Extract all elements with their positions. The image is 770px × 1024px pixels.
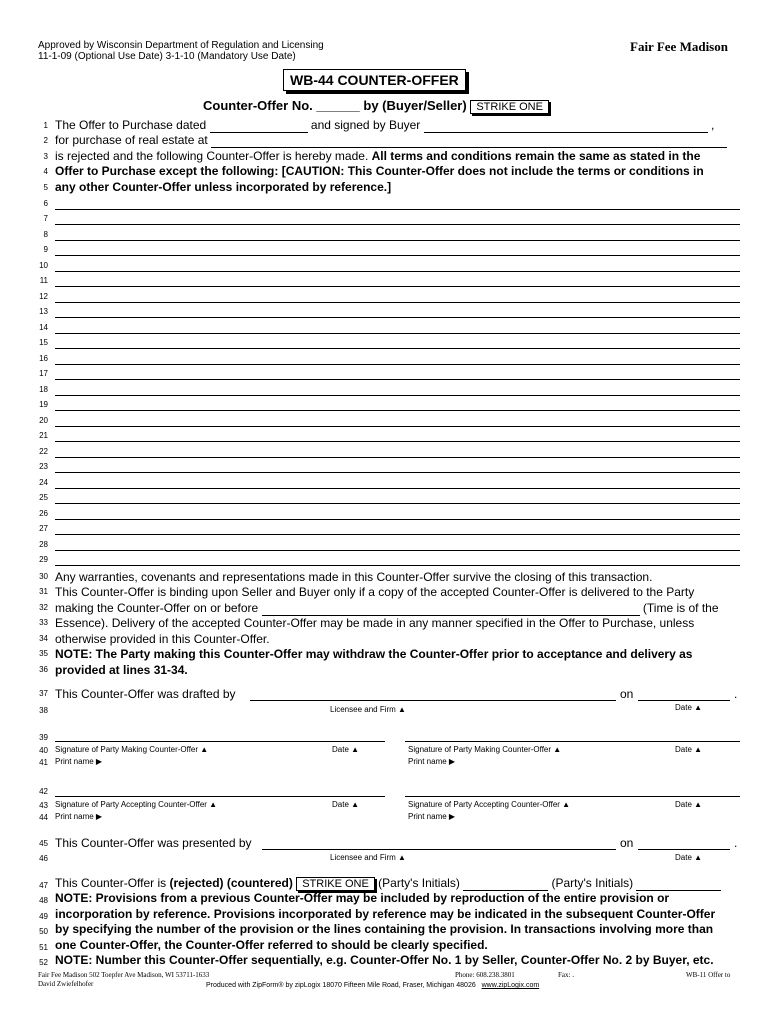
line-31: This Counter-Offer is binding upon Seller and Buyer only if a copy of the accepted Counter-Offer is delivered to the Party: [55, 585, 695, 599]
up-arrow-icon: ▲: [562, 800, 571, 809]
line-number: 38: [39, 706, 48, 715]
line-34: otherwise provided in this Counter-Offer.: [55, 632, 270, 646]
line-47: [55, 876, 721, 891]
presented-date-field[interactable]: [638, 849, 730, 850]
line-number: 41: [39, 758, 48, 767]
drafted-by-label: This Counter-Offer was drafted by: [55, 687, 236, 701]
blank-line[interactable]: [55, 317, 740, 318]
line-number: 36: [39, 665, 48, 674]
drafted-licensee-caption: Licensee and Firm: [330, 705, 396, 714]
line-number: 8: [43, 230, 48, 239]
presented-date-caption: Date: [675, 853, 692, 862]
blank-line[interactable]: [55, 255, 740, 256]
blank-line[interactable]: [55, 364, 740, 365]
blank-line[interactable]: [55, 271, 740, 272]
line-number: 16: [39, 354, 48, 363]
footer-form-id: WB-11 Offer to: [686, 971, 731, 979]
blank-line[interactable]: [55, 565, 740, 566]
line-number: 6: [43, 199, 48, 208]
line-number: 4: [43, 167, 48, 176]
blank-line[interactable]: [55, 426, 740, 427]
blank-line[interactable]: [55, 348, 740, 349]
deadline-field[interactable]: [262, 601, 640, 616]
approval-line-1: Approved by Wisconsin Department of Regulation and Licensing: [38, 40, 324, 51]
line-number: 19: [39, 400, 48, 409]
blank-line[interactable]: [55, 472, 740, 473]
line-number: 25: [39, 493, 48, 502]
line-number: 14: [39, 323, 48, 332]
blank-line[interactable]: [55, 333, 740, 334]
strike-one-box[interactable]: STRIKE ONE: [470, 100, 549, 114]
line-36: provided at lines 31-34.: [55, 663, 188, 677]
presented-period: .: [734, 836, 738, 850]
up-arrow-icon: ▲: [553, 745, 562, 754]
offer-dated-label: The Offer to Purchase dated: [55, 118, 207, 132]
blank-line[interactable]: [55, 395, 740, 396]
line-number: 22: [39, 447, 48, 456]
initials-label-2: (Party's Initials): [551, 876, 634, 890]
line-32: [55, 601, 719, 616]
blank-line[interactable]: [55, 488, 740, 489]
line-number: 18: [39, 385, 48, 394]
blank-line[interactable]: [55, 379, 740, 380]
form-title: WB-44 COUNTER-OFFER: [283, 69, 466, 91]
counter-offer-is-label: This Counter-Offer is: [55, 876, 167, 890]
blank-line[interactable]: [55, 224, 740, 225]
line-4: Offer to Purchase except the following: [CAUTION: This Counter-Offer does not include the terms or conditions in: [55, 164, 704, 178]
right-arrow-icon: ▶: [95, 812, 103, 821]
line-number: 33: [39, 618, 48, 627]
line-number: 52: [39, 958, 48, 967]
counter-offer-number-line: [203, 98, 549, 113]
accepting-signature-caption: Signature of Party Accepting Counter-Offer: [55, 800, 207, 809]
print-name-caption: Print name: [55, 757, 94, 766]
footer-address: Fair Fee Madison 502 Toepfer Ave Madison, WI 53711-1633: [38, 971, 210, 979]
accepting-date-caption-2: Date: [675, 800, 692, 809]
print-name-caption-2: Print name: [408, 757, 447, 766]
making-signature-field-2[interactable]: [405, 741, 740, 742]
blank-line[interactable]: [55, 503, 740, 504]
line-number: 51: [39, 943, 48, 952]
footer-phone: Phone: 608.238.3801: [455, 971, 515, 979]
line-number: 26: [39, 509, 48, 518]
line-number: 50: [39, 927, 48, 936]
line-35: NOTE: The Party making this Counter-Offer may withdraw the Counter-Offer prior to acceptance and delivery as: [55, 647, 693, 661]
line-number: 32: [39, 603, 48, 612]
line-number: 23: [39, 462, 48, 471]
presented-on-label: on: [620, 836, 634, 850]
drafted-date-caption: Date: [675, 703, 692, 712]
line-number: 17: [39, 369, 48, 378]
comma: ,: [710, 118, 715, 132]
line-number: 34: [39, 634, 48, 643]
presented-by-field[interactable]: [262, 849, 616, 850]
brand-name: Fair Fee Madison: [630, 39, 728, 54]
line-number: 11: [39, 276, 48, 285]
strike-one-box-2[interactable]: STRIKE ONE: [296, 877, 375, 891]
line-number: 3: [43, 152, 48, 161]
line-number: 45: [39, 839, 48, 848]
line-51: one Counter-Offer, the Counter-Offer referred to should be clearly specified.: [55, 938, 488, 952]
line-number: 5: [43, 183, 48, 192]
line-50: by specifying the number of the provision or the lines containing the provision. In transactions involving more than: [55, 922, 714, 936]
line-number: 13: [39, 307, 48, 316]
blank-line[interactable]: [55, 550, 740, 551]
signed-by-label: and signed by Buyer: [310, 118, 421, 132]
up-arrow-icon: ▲: [351, 745, 360, 754]
line-number: 43: [39, 801, 48, 810]
print-name-caption-3: Print name: [55, 812, 94, 821]
line-number: 9: [43, 245, 48, 254]
drafted-period: .: [734, 687, 738, 701]
line-number: 20: [39, 416, 48, 425]
up-arrow-icon: ▲: [694, 853, 703, 862]
right-arrow-icon: ▶: [448, 812, 456, 821]
line-number: 42: [39, 787, 48, 796]
accepting-signature-field[interactable]: [55, 796, 385, 797]
making-signature-caption: Signature of Party Making Counter-Offer: [55, 745, 199, 754]
line-number: 40: [39, 746, 48, 755]
line-number: 44: [39, 813, 48, 822]
line-number: 35: [39, 649, 48, 658]
initials-field-2[interactable]: [636, 876, 721, 891]
line-number: 21: [39, 431, 48, 440]
line-2: [55, 133, 727, 148]
counter-offer-number-label: Counter-Offer No. ______ by (Buyer/Seller): [203, 98, 467, 113]
up-arrow-icon: ▲: [694, 745, 703, 754]
presented-by-label: This Counter-Offer was presented by: [55, 836, 252, 850]
making-date-caption-2: Date: [675, 745, 692, 754]
line-3: [55, 149, 700, 163]
time-essence-label: (Time is of the: [642, 601, 719, 615]
blank-line[interactable]: [55, 441, 740, 442]
line-52: NOTE: Number this Counter-Offer sequentially, e.g. Counter-Offer No. 1 by Seller, Counter-Offer No. 2 by Buyer, etc.: [55, 953, 714, 967]
presented-licensee-caption: Licensee and Firm: [330, 853, 396, 862]
line-number: 46: [39, 854, 48, 863]
making-date-caption: Date: [332, 745, 349, 754]
up-arrow-icon: ▲: [694, 703, 703, 712]
line-number: 29: [39, 555, 48, 564]
initials-label-1: (Party's Initials): [378, 876, 460, 890]
line-number: 31: [39, 587, 48, 596]
line-number: 28: [39, 540, 48, 549]
making-signature-field[interactable]: [55, 741, 385, 742]
drafted-by-field[interactable]: [250, 700, 616, 701]
footer-fax: Fax: .: [558, 971, 574, 979]
up-arrow-icon: ▲: [200, 745, 209, 754]
blank-line[interactable]: [55, 519, 740, 520]
on-or-before-label: making the Counter-Offer on or before: [55, 601, 259, 615]
right-arrow-icon: ▶: [95, 757, 103, 766]
accepting-date-caption: Date: [332, 800, 349, 809]
terms-remain-text: All terms and conditions remain the same as stated in the: [371, 149, 701, 163]
accepting-signature-caption-2: Signature of Party Accepting Counter-Offer: [408, 800, 560, 809]
footer-url[interactable]: www.zipLogix.com: [481, 982, 540, 989]
buyer-name-field[interactable]: [424, 118, 708, 133]
line-1: [55, 118, 714, 133]
rejected-text: is rejected and the following Counter-Offer is hereby made.: [55, 149, 369, 163]
footer-agent: David Zwiefelhofer: [38, 980, 94, 988]
blank-line[interactable]: [55, 286, 740, 287]
drafted-date-field[interactable]: [638, 700, 730, 701]
line-number: 48: [39, 896, 48, 905]
blank-line[interactable]: [55, 457, 740, 458]
footer-produced: Produced with ZipForm® by zipLogix 18070 Fifteen Mile Road, Fraser, Michigan 48026: [206, 982, 476, 989]
approval-line-2: 11-1-09 (Optional Use Date) 3-1-10 (Mandatory Use Date): [38, 51, 296, 62]
blank-line[interactable]: [55, 410, 740, 411]
making-signature-caption-2: Signature of Party Making Counter-Offer: [408, 745, 552, 754]
line-30: Any warranties, covenants and representations made in this Counter-Offer survive the closing of this transaction.: [55, 570, 653, 584]
line-number: 12: [39, 292, 48, 301]
up-arrow-icon: ▲: [398, 853, 406, 862]
up-arrow-icon: ▲: [209, 800, 218, 809]
initials-field-1[interactable]: [463, 876, 548, 891]
blank-line[interactable]: [55, 534, 740, 535]
line-number: 30: [39, 572, 48, 581]
line-number: 1: [43, 121, 48, 130]
line-49: incorporation by reference. Provisions incorporated by reference may be indicated in the subsequent Counter-Offer: [55, 907, 716, 921]
rejected-countered-options[interactable]: (rejected) (countered): [169, 876, 293, 890]
line-number: 37: [39, 689, 48, 698]
blank-line[interactable]: [55, 240, 740, 241]
right-arrow-icon: ▶: [448, 757, 456, 766]
line-48: NOTE: Provisions from a previous Counter-Offer may be included by reproduction of the entire provision or: [55, 891, 670, 905]
line-number: 7: [43, 214, 48, 223]
property-address-field[interactable]: [211, 133, 727, 148]
line-number: 39: [39, 733, 48, 742]
line-number: 2: [43, 136, 48, 145]
line-number: 24: [39, 478, 48, 487]
print-name-caption-4: Print name: [408, 812, 447, 821]
blank-line[interactable]: [55, 302, 740, 303]
line-number: 49: [39, 912, 48, 921]
line-number: 47: [39, 881, 48, 890]
line-5: any other Counter-Offer unless incorporated by reference.]: [55, 180, 392, 194]
up-arrow-icon: ▲: [694, 800, 703, 809]
blank-line[interactable]: [55, 209, 740, 210]
up-arrow-icon: ▲: [398, 705, 406, 714]
line-33: Essence). Delivery of the accepted Counter-Offer may be made in any manner specified in the Offer to Purchase, unless: [55, 616, 695, 630]
line-number: 27: [39, 524, 48, 533]
up-arrow-icon: ▲: [351, 800, 360, 809]
drafted-on-label: on: [620, 687, 634, 701]
accepting-signature-field-2[interactable]: [405, 796, 740, 797]
property-address-label: for purchase of real estate at: [55, 133, 208, 147]
line-number: 10: [39, 261, 48, 270]
offer-date-field[interactable]: [210, 118, 308, 133]
line-number: 15: [39, 338, 48, 347]
